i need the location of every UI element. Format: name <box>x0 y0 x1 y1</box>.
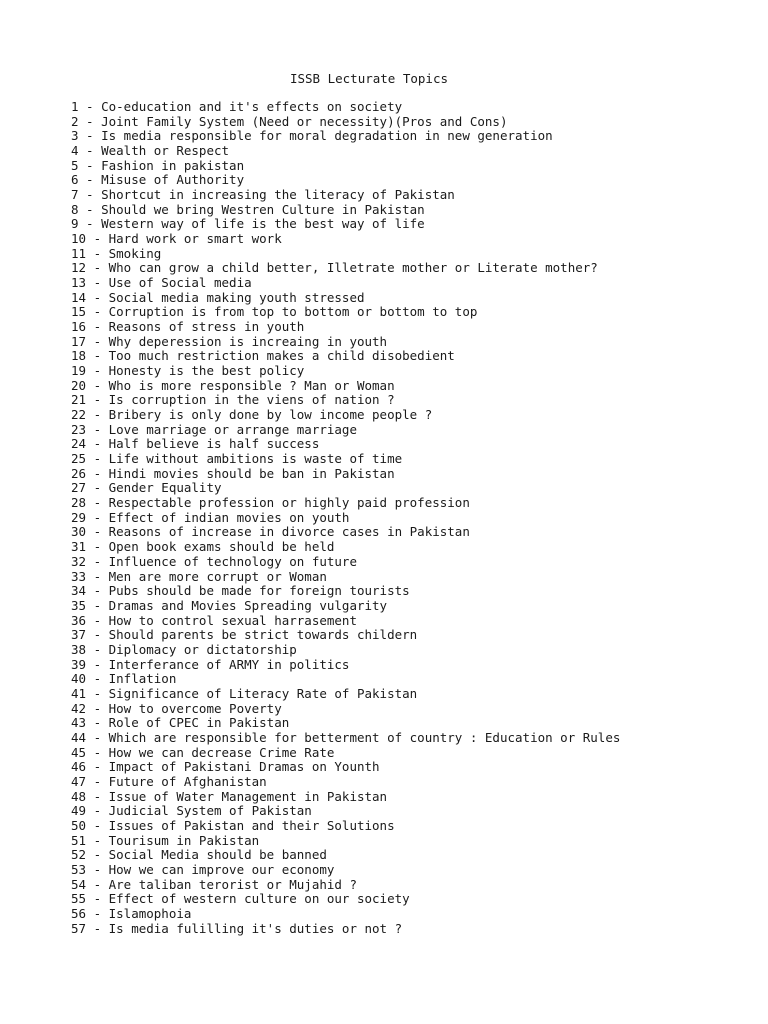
topic-item: 24 - Half believe is half success <box>71 436 320 452</box>
topic-item: 5 - Fashion in pakistan <box>71 157 245 173</box>
topic-item: 13 - Use of Social media <box>71 275 252 291</box>
topic-item: 55 - Effect of western culture on our society <box>71 891 410 907</box>
topic-item: 15 - Corruption is from top to bottom or bottom to top <box>71 304 478 320</box>
topic-item: 49 - Judicial System of Pakistan <box>71 803 312 819</box>
topic-item: 8 - Should we bring Westren Culture in Pakistan <box>71 201 425 217</box>
topic-item: 48 - Issue of Water Management in Pakistan <box>71 788 388 804</box>
topic-item: 53 - How we can improve our economy <box>71 861 335 877</box>
topic-item: 47 - Future of Afghanistan <box>71 773 267 789</box>
topic-item: 19 - Honesty is the best policy <box>71 363 305 379</box>
topic-item: 6 - Misuse of Authority <box>71 172 245 188</box>
topic-item: 56 - Islamophoia <box>71 905 192 921</box>
topic-item: 35 - Dramas and Movies Spreading vulgarity <box>71 597 388 613</box>
topic-item: 42 - How to overcome Poverty <box>71 700 282 716</box>
topic-item: 10 - Hard work or smart work <box>71 231 282 247</box>
topic-item: 11 - Smoking <box>71 245 162 261</box>
topic-item: 37 - Should parents be strict towards childern <box>71 627 418 643</box>
topic-item: 20 - Who is more responsible ? Man or Woman <box>71 377 395 393</box>
topic-item: 50 - Issues of Pakistan and their Solutions <box>71 817 395 833</box>
topic-item: 39 - Interferance of ARMY in politics <box>71 656 350 672</box>
topic-item: 3 - Is media responsible for moral degradation in new generation <box>71 128 553 144</box>
topic-item: 28 - Respectable profession or highly paid profession <box>71 495 470 511</box>
topic-item: 51 - Tourisum in Pakistan <box>71 832 260 848</box>
topic-item: 26 - Hindi movies should be ban in Pakistan <box>71 465 395 481</box>
topic-item: 44 - Which are responsible for betterment of country : Education or Rules <box>71 729 621 745</box>
topic-item: 27 - Gender Equality <box>71 480 222 496</box>
topic-item: 45 - How we can decrease Crime Rate <box>71 744 335 760</box>
document-title: ISSB Lecturate Topics <box>289 71 449 86</box>
topic-item: 34 - Pubs should be made for foreign tourists <box>71 583 410 599</box>
topic-item: 14 - Social media making youth stressed <box>71 289 365 305</box>
topic-item: 7 - Shortcut in increasing the literacy of Pakistan <box>71 187 455 203</box>
topic-item: 4 - Wealth or Respect <box>71 143 230 159</box>
topic-item: 57 - Is media fulilling it's duties or not ? <box>71 920 403 936</box>
topic-item: 54 - Are taliban terorist or Mujahid ? <box>71 876 357 892</box>
topic-item: 16 - Reasons of stress in youth <box>71 319 305 335</box>
topic-item: 17 - Why deperession is increaing in youth <box>71 333 388 349</box>
topic-item: 31 - Open book exams should be held <box>71 539 335 555</box>
topic-item: 25 - Life without ambitions is waste of time <box>71 451 403 467</box>
topic-item: 23 - Love marriage or arrange marriage <box>71 421 357 437</box>
topic-item: 9 - Western way of life is the best way of life <box>71 216 425 232</box>
topic-item: 1 - Co-education and it's effects on society <box>71 99 403 114</box>
topic-item: 12 - Who can grow a child better, Illetrate mother or Literate mother? <box>71 260 598 276</box>
topic-item: 29 - Effect of indian movies on youth <box>71 509 350 525</box>
topic-item: 38 - Diplomacy or dictatorship <box>71 641 297 657</box>
topic-item: 36 - How to control sexual harrasement <box>71 612 357 628</box>
topic-item: 2 - Joint Family System (Need or necessity)(Pros and Cons) <box>71 113 508 129</box>
topic-item: 22 - Bribery is only done by low income people ? <box>71 407 433 423</box>
topic-item: 21 - Is corruption in the viens of nation ? <box>71 392 395 408</box>
topic-item: 46 - Impact of Pakistani Dramas on Younth <box>71 759 380 775</box>
topic-item: 33 - Men are more corrupt or Woman <box>71 568 327 584</box>
topic-item: 52 - Social Media should be banned <box>71 847 327 863</box>
topic-list <box>71 100 620 936</box>
topic-item: 40 - Inflation <box>71 671 177 687</box>
topic-item: 41 - Significance of Literacy Rate of Pakistan <box>71 685 418 701</box>
topic-item: 18 - Too much restriction makes a child disobedient <box>71 348 455 364</box>
topic-item: 30 - Reasons of increase in divorce cases in Pakistan <box>71 524 470 540</box>
topic-item: 43 - Role of CPEC in Pakistan <box>71 715 290 731</box>
topic-item: 32 - Influence of technology on future <box>71 553 357 569</box>
